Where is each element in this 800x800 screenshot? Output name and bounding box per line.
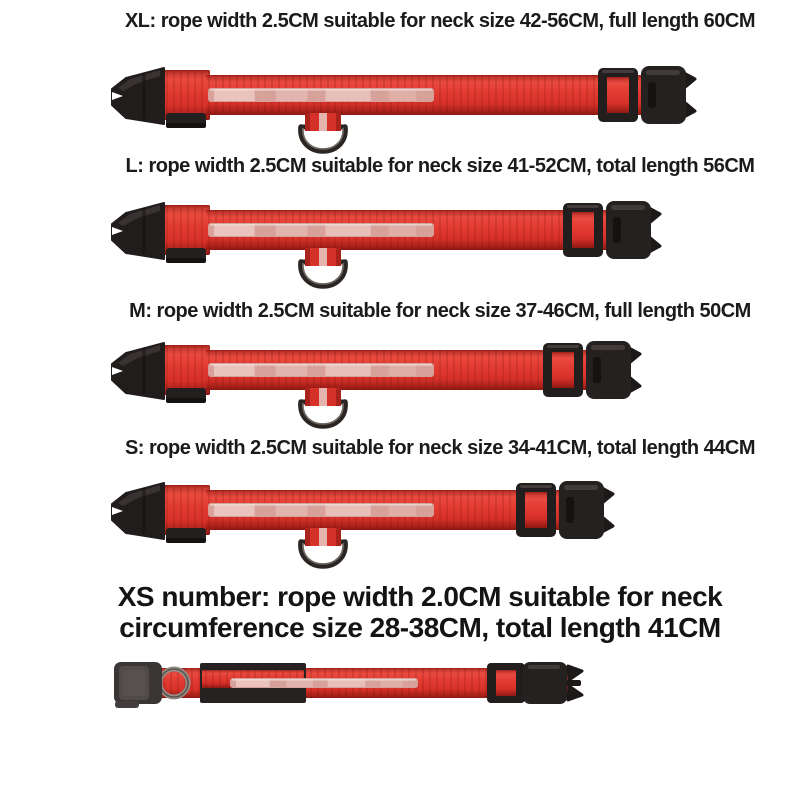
- buckle-male-right: [523, 662, 582, 704]
- d-ring-tab: [305, 528, 341, 546]
- buckle-male: [112, 483, 164, 539]
- d-ring-tab: [305, 388, 341, 406]
- tri-glide-adjuster: [516, 483, 556, 537]
- tri-glide-adjuster: [543, 343, 583, 397]
- buckle-female: [641, 66, 695, 124]
- d-ring-tab: [305, 113, 341, 131]
- reflective-stripe: [208, 88, 434, 102]
- reflective-stripe: [230, 678, 418, 688]
- buckle-female: [586, 341, 640, 399]
- buckle-female: [606, 201, 660, 259]
- fold-clamp: [166, 113, 206, 128]
- fold-clamp: [166, 388, 206, 403]
- tri-glide-adjuster: [487, 663, 525, 703]
- size-label-xs: XS number: rope width 2.0CM suitable for neck circumference size 28-38CM, total length 41CM: [117, 581, 723, 644]
- buckle-male: [112, 68, 164, 124]
- fold-clamp: [166, 528, 206, 543]
- collar-photo-m: [108, 336, 643, 432]
- tri-glide-adjuster: [598, 68, 638, 122]
- fold-clamp: [166, 248, 206, 263]
- collar-photo-s: [108, 476, 616, 572]
- tri-glide-adjuster: [563, 203, 603, 257]
- buckle-male: [112, 343, 164, 399]
- collar-photo-xl: [108, 61, 698, 157]
- size-label-l: L: rope width 2.5CM suitable for neck size 41-52CM, total length 56CM: [125, 155, 755, 177]
- reflective-stripe: [208, 363, 434, 377]
- size-label-m: M: rope width 2.5CM suitable for neck size 37-46CM, full length 50CM: [129, 300, 751, 322]
- buckle-female: [559, 481, 613, 539]
- buckle-male-left: [114, 662, 162, 708]
- buckle-male: [112, 203, 164, 259]
- collar-photo-xs: [112, 657, 585, 709]
- reflective-stripe: [208, 503, 434, 517]
- size-label-s: S: rope width 2.5CM suitable for neck size 34-41CM, total length 44CM: [124, 437, 756, 459]
- d-ring-tab: [305, 248, 341, 266]
- collar-photo-l: [108, 196, 663, 292]
- size-label-xl: XL: rope width 2.5CM suitable for neck size 42-56CM, full length 60CM: [124, 10, 756, 32]
- reflective-stripe: [208, 223, 434, 237]
